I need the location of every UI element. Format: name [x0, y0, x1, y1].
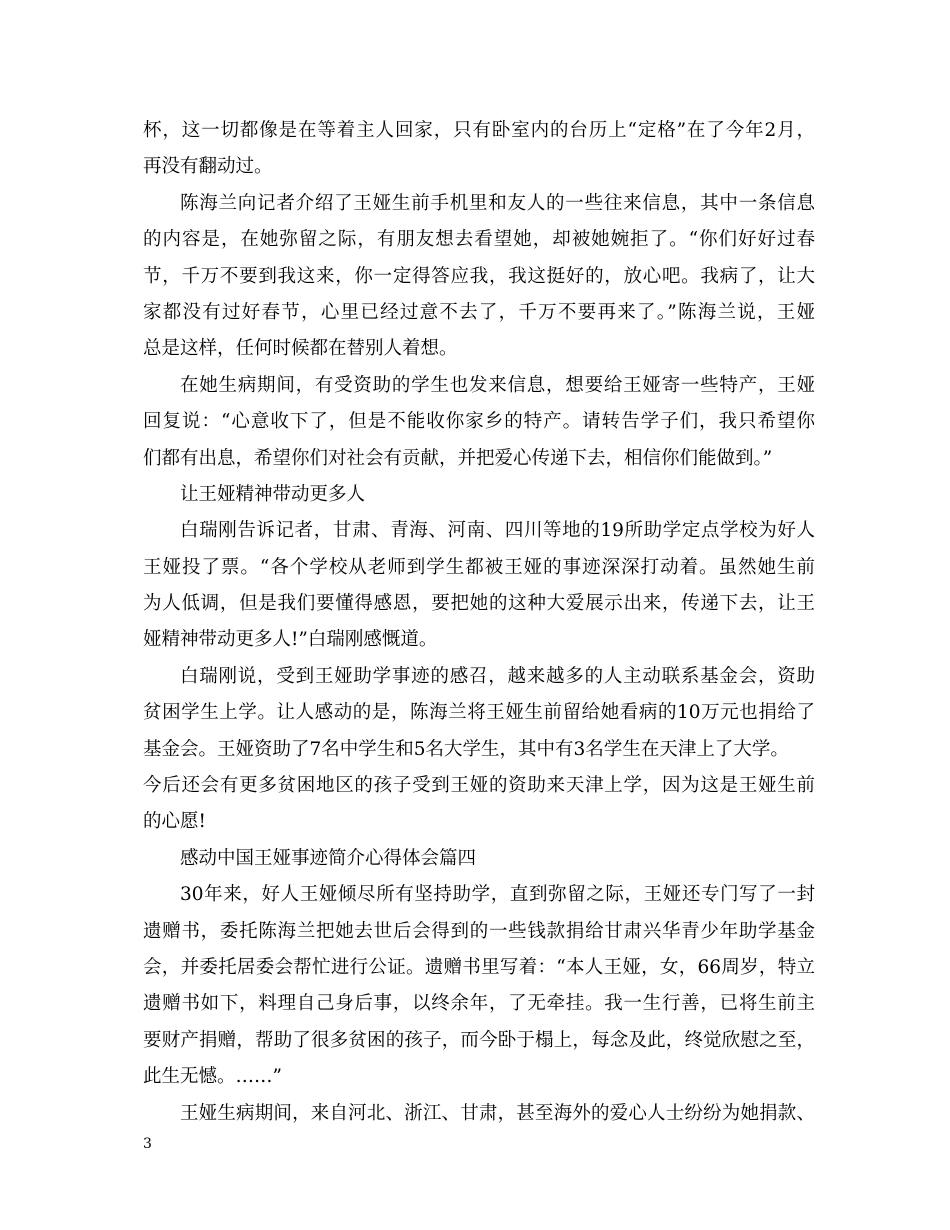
text-line-10: 们都有出息，希望你们对社会有贡献，并把爱心传递下去，相信你们能做到。”	[143, 447, 773, 469]
text-line-12: 白瑞刚告诉记者，甘肃、青海、河南、四川等地的19所助学定点学校为好人	[180, 520, 815, 542]
section-heading: 让王娅精神带动更多人	[180, 483, 366, 505]
article-heading: 感动中国王娅事迹简介心得体会篇四	[180, 847, 477, 869]
text-line-24: 会，并委托居委会帮忙进行公证。遗赠书里写着：“本人王娅，女，66周岁，特立	[143, 956, 815, 978]
text-line-13: 王娅投了票。“各个学校从老师到学生都被王娅的事迹深深打动着。虽然她生前	[143, 556, 815, 578]
text-line-14: 为人低调，但是我们要懂得感恩，要把她的这种大爱展示出来，传递下去，让王	[143, 593, 815, 615]
text-line-23: 遗赠书，委托陈海兰把她去世后会得到的一些钱款捐给甘肃兴华青少年助学基金	[143, 920, 815, 942]
text-line-5: 节，千万不要到我这来，你一定得答应我，我这挺好的，放心吧。我病了，让大	[143, 265, 815, 287]
text-line-7: 总是这样，任何时候都在替别人着想。	[143, 338, 458, 360]
text-line-4: 的内容是，在她弥留之际，有朋友想去看望她，却被她婉拒了。“你们好好过春	[143, 229, 815, 251]
text-line-3: 陈海兰向记者介绍了王娅生前手机里和友人的一些往来信息，其中一条信息	[180, 192, 815, 214]
text-line-22: 30年来，好人王娅倾尽所有坚持助学，直到弥留之际，王娅还专门写了一封	[180, 884, 815, 906]
text-line-2: 再没有翻动过。	[143, 156, 273, 178]
text-line-20: 的心愿!	[143, 811, 206, 833]
text-line-17: 贫困学生上学。让人感动的是，陈海兰将王娅生前留给她看病的10万元也捐给了	[143, 702, 815, 724]
text-line-8: 在她生病期间，有受资助的学生也发来信息，想要给王娅寄一些特产，王娅	[180, 374, 815, 396]
text-line-1: 杯，这一切都像是在等着主人回家，只有卧室内的台历上“定格”在了今年2月，	[143, 120, 815, 141]
text-line-28: 王娅生病期间，来自河北、浙江、甘肃，甚至海外的爱心人士纷纷为她捐款、	[180, 1102, 815, 1124]
text-line-15: 娅精神带动更多人!”白瑞刚感慨道。	[143, 629, 438, 651]
text-line-25: 遗赠书如下，料理自己身后事，以终余年，了无牵挂。我一生行善，已将生前主	[143, 993, 815, 1015]
text-line-9: 回复说：“心意收下了，但是不能收你家乡的特产。请转告学子们，我只希望你	[143, 411, 815, 433]
text-line-27: 此生无憾。……”	[143, 1066, 282, 1088]
document-body	[143, 113, 815, 1132]
text-line-19: 今后还会有更多贫困地区的孩子受到王娅的资助来天津上学，因为这是王娅生前	[143, 775, 815, 797]
text-line-16: 白瑞刚说，受到王娅助学事迹的感召，越来越多的人主动联系基金会，资助	[180, 665, 815, 687]
text-line-6: 家都没有过好春节，心里已经过意不去了，千万不要再来了。”陈海兰说，王娅	[143, 301, 815, 323]
text-line-18: 基金会。王娅资助了7名中学生和5名大学生，其中有3名学生在天津上了大学。	[143, 738, 789, 760]
text-line-26: 要财产捐赠，帮助了很多贫困的孩子，而今卧于榻上，每念及此，终觉欣慰之至，	[143, 1029, 815, 1051]
page-number: 3	[143, 1136, 152, 1152]
